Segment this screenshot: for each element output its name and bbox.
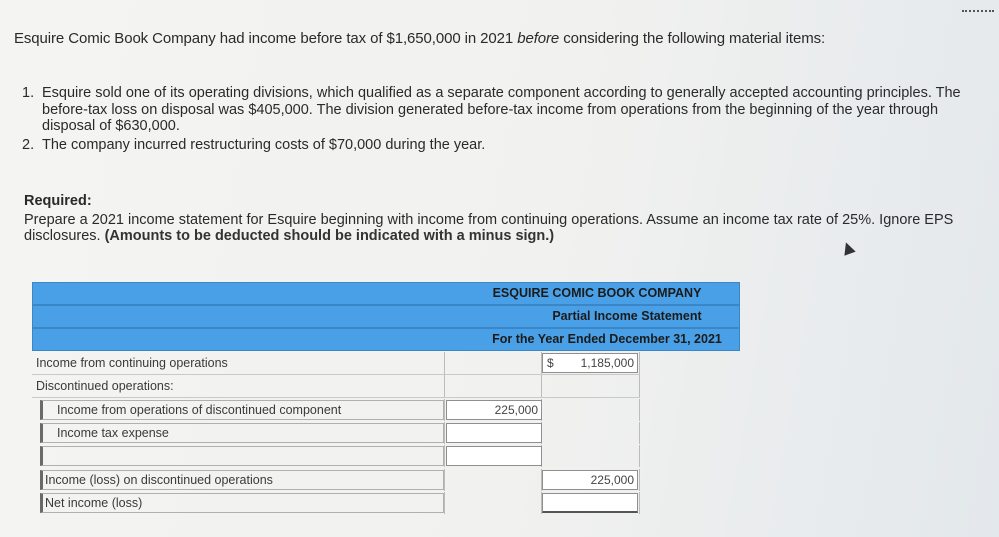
amount-cell [444,375,542,397]
intro-text-end: considering the following material items: [559,30,826,47]
row-label: Income from continuing operations [36,356,228,370]
income-disc-amount-input[interactable]: 225,000 [542,470,638,490]
amount-cell [542,375,640,397]
item-number: 1. [22,85,35,101]
ops-discontinued-amount-input[interactable]: 225,000 [446,400,542,420]
list-item [22,137,972,154]
required-note: (Amounts to be deducted should be indicated with a minus sign.) [104,228,555,244]
amount-cell [542,469,640,491]
amount-cell [444,399,542,421]
problem-intro [14,30,825,47]
label-select-ops-discontinued[interactable]: Income from operations of discontinued component [40,400,444,420]
table-row [32,492,640,514]
amount-cell [444,422,542,444]
row-label: Discontinued operations: [36,379,174,393]
amount-cell [542,492,640,514]
table-row [32,375,640,397]
required-text: Prepare a 2021 income statement for Esquire beginning with income from continuing operations. Assume an income tax rate of 25%. Ignore EPS disclosures. [24,212,954,244]
amount-cell [542,352,640,374]
input-value: 1,185,000 [580,356,634,370]
company-name: ESQUIRE COMIC BOOK COMPANY [492,286,702,300]
item-text: The company incurred restructuring costs of $70,000 during the year. [42,136,486,153]
amount-cell [444,469,542,491]
continuing-income-input[interactable] [542,353,638,373]
amount-cell [444,492,542,514]
table-row [32,352,640,374]
intro-emphasis: before [517,30,560,47]
divider [32,397,640,398]
statement-header [32,282,740,352]
amount-cell [542,445,640,467]
required-instructions [24,212,974,244]
amount-cell [542,422,640,444]
amount-cell [444,352,542,374]
label-select-income-disc[interactable]: Income (loss) on discontinued operations [40,470,444,490]
table-row [32,469,640,491]
required-heading: Required: [24,193,92,209]
amount-cell [542,399,640,421]
income-statement-table [32,282,740,510]
list-item [22,85,972,135]
material-items-list [22,85,972,155]
income-tax-amount-input[interactable] [446,423,542,443]
net-income-amount-input[interactable] [542,493,638,513]
blank-amount-input[interactable] [446,446,542,466]
blank-label-select[interactable] [40,446,444,466]
item-text: Esquire sold one of its operating divisions, which qualified as a separate component according to generally accepted accounting principles. The before-tax loss on disposal was $405,000. The division generated before-tax income from operations from the beginning of the year through disposal of $630,000. [42,85,961,134]
label-select-income-tax[interactable]: Income tax expense [40,423,444,443]
table-row [32,445,640,467]
statement-period: For the Year Ended December 31, 2021 [492,332,722,346]
label-select-net-income[interactable]: Net income (loss) [40,493,444,513]
amount-cell [444,445,542,467]
intro-text: Esquire Comic Book Company had income before tax of $1,650,000 in 2021 [14,30,518,47]
statement-title: Partial Income Statement [552,309,702,323]
item-number: 2. [22,136,35,153]
table-row [32,399,640,421]
currency-symbol: $ [547,356,554,370]
corner-dots-icon [962,10,994,16]
table-row [32,422,640,444]
